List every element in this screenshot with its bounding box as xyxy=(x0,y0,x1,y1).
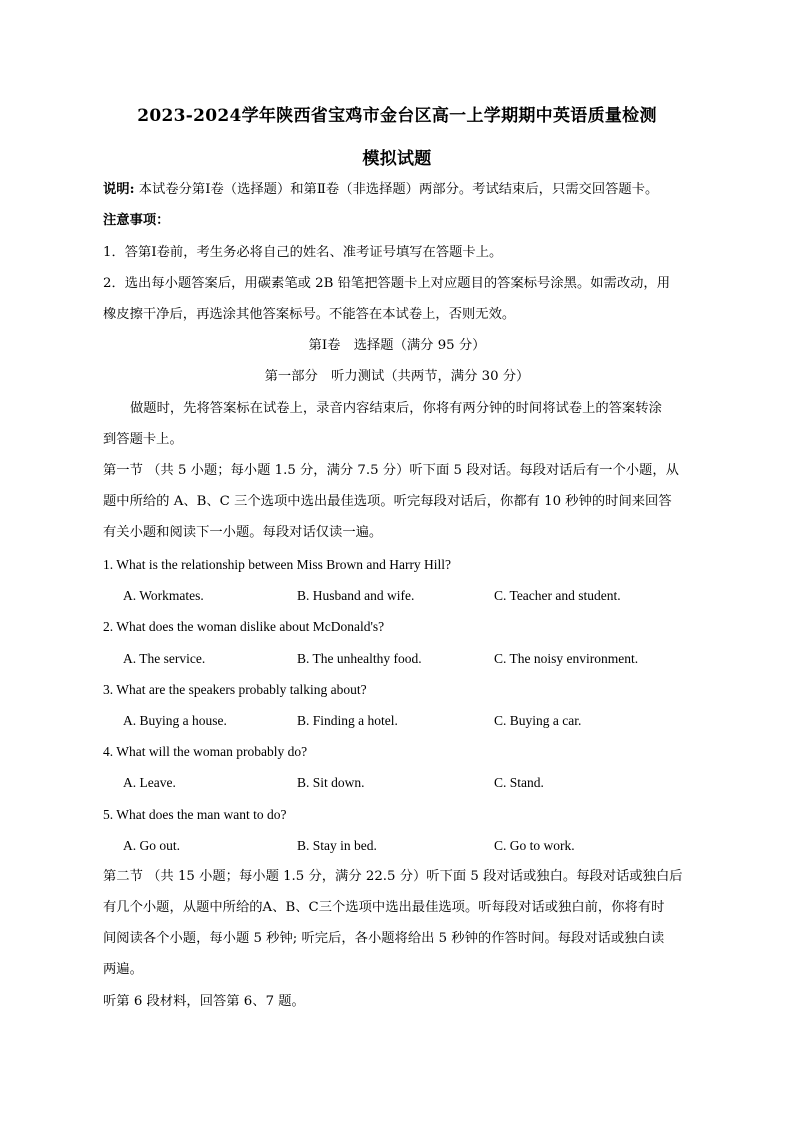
q2-option-c: C. The noisy environment. xyxy=(494,651,639,666)
intro-line-2: 到答题卡上。 xyxy=(103,432,183,447)
q1-option-c: C. Teacher and student. xyxy=(494,588,621,603)
q2-option-a: A. The service. xyxy=(123,651,206,666)
question-3: 3. What are the speakers probably talking about? xyxy=(103,682,367,697)
q4-option-b: B. Sit down. xyxy=(297,775,365,790)
section-2-line-4: 两遍。 xyxy=(103,962,143,977)
note-paragraph xyxy=(103,180,698,200)
section-1-line-2: 题中所给的 A、B、C 三个选项中选出最佳选项。听完每段对话后，你都有 10 秒钟的时间来回答 xyxy=(103,494,672,509)
section-2-line-3: 间阅读各个小题，每小题 5 秒钟; 听完后，各小题将给出 5 秒钟的作答时间。每段对话或独白读 xyxy=(103,931,665,946)
listen-material-6: 听第 6 段材料，回答第 6、7 题。 xyxy=(103,994,305,1009)
rule-2-line-2: 橡皮擦干净后，再选涂其他答案标号。不能答在本试卷上，否则无效。 xyxy=(103,307,516,322)
q1-option-b: B. Husband and wife. xyxy=(297,588,415,603)
rule-2-line-1: 2．选出每小题答案后，用碳素笔或 2B 铅笔把答题卡上对应题目的答案标号涂黑。如需改动，用 xyxy=(103,276,671,291)
section-1-line-3: 有关小题和阅读下一小题。每段对话仅读一遍。 xyxy=(103,525,383,540)
question-5: 5. What does the man want to do? xyxy=(103,807,287,822)
q1-option-a: A. Workmates. xyxy=(123,588,204,603)
rule-1: 1．答第Ⅰ卷前，考生务必将自己的姓名、准考证号填写在答题卡上。 xyxy=(103,245,503,260)
part-heading: 第一部分 听力测试（共两节，满分 30 分） xyxy=(264,369,530,384)
section-2-line-1: 第二节 （共 15 小题；每小题 1.5 分，满分 22.5 分）听下面 5 段对话或独白。每段对话或独白后 xyxy=(103,869,683,884)
q4-option-a: A. Leave. xyxy=(123,775,176,790)
exam-title: 2023-2024学年陕西省宝鸡市金台区高一上学期期中英语质量检测 xyxy=(137,106,657,126)
question-2: 2. What does the woman dislike about McDonald's? xyxy=(103,619,385,634)
q5-option-c: C. Go to work. xyxy=(494,838,575,853)
intro-line-1: 做题时，先将答案标在试卷上，录音内容结束后，你将有两分钟的时间将试卷上的答案转涂 xyxy=(130,401,662,416)
q5-option-b: B. Stay in bed. xyxy=(297,838,377,853)
q5-option-a: A. Go out. xyxy=(123,838,180,853)
exam-subtitle: 模拟试题 xyxy=(362,149,432,169)
volume-heading: 第Ⅰ卷 选择题（满分 95 分） xyxy=(308,338,486,353)
question-4: 4. What will the woman probably do? xyxy=(103,744,308,759)
note-text: 本试卷分第Ⅰ卷（选择题）和第Ⅱ卷（非选择题）两部分。考试结束后，只需交回答题卡。 xyxy=(134,182,659,197)
q3-option-a: A. Buying a house. xyxy=(123,713,227,728)
q4-option-c: C. Stand. xyxy=(494,775,544,790)
section-2-line-2: 有几个小题，从题中所给的A、B、C三个选项中选出最佳选项。听每段对话或独白前，你将有时 xyxy=(103,900,665,915)
q3-option-b: B. Finding a hotel. xyxy=(297,713,398,728)
section-1-line-1: 第一节 （共 5 小题；每小题 1.5 分，满分 7.5 分）听下面 5 段对话。每段对话后有一个小题，从 xyxy=(103,463,679,478)
q2-option-b: B. The unhealthy food. xyxy=(297,651,422,666)
q3-option-c: C. Buying a car. xyxy=(494,713,582,728)
question-1: 1. What is the relationship between Miss Brown and Harry Hill? xyxy=(103,557,452,572)
attention-label: 注意事项： xyxy=(103,213,170,228)
note-label: 说明: xyxy=(103,182,135,197)
